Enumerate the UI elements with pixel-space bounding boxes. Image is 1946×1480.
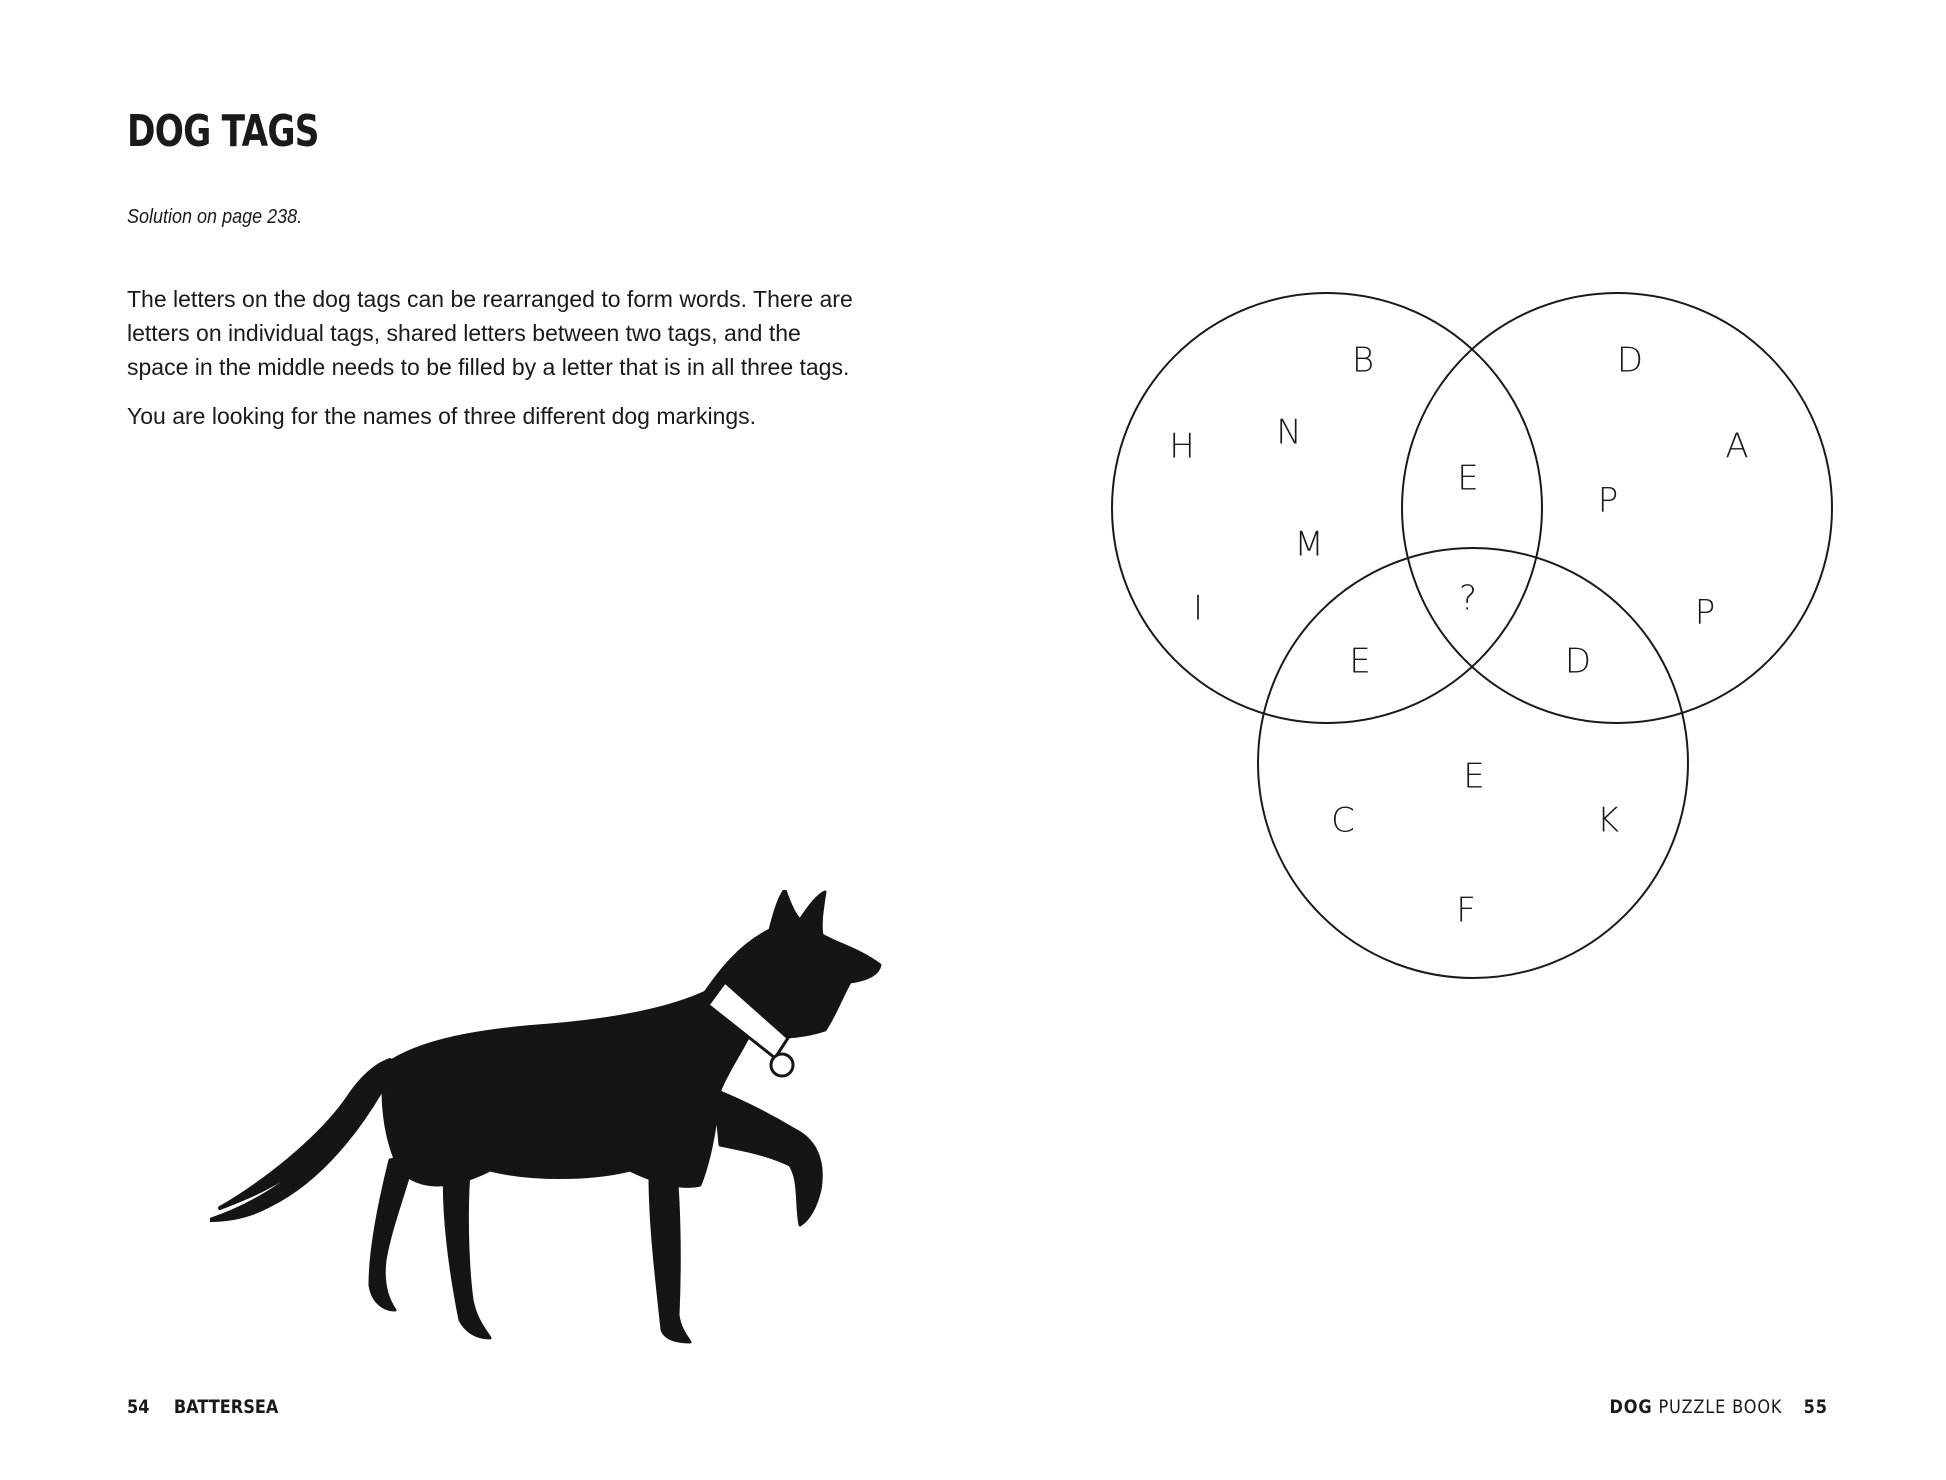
page-number-right: 55 [1803,1396,1828,1418]
instructions-paragraph: You are looking for the names of three different dog markings. [127,403,757,429]
book-title: PUZZLE BOOK [1658,1396,1783,1418]
book-title-bold: DOG [1609,1396,1653,1418]
letter-top-right: P [1694,592,1716,633]
instructions [127,282,867,448]
dog-tag-icon [771,1054,793,1076]
dog-back-leg [370,1155,415,1310]
letter-shared-left: E [1349,641,1371,682]
letter-bottom: K [1596,800,1620,841]
tag-circle-top-left [1112,293,1542,723]
letter-bottom: E [1463,756,1485,797]
dog-front-leg-raised [715,1090,821,1225]
dog-back-leg [444,1160,490,1338]
dog-tail [210,1060,390,1220]
letter-shared-right: D [1564,641,1592,682]
venn-diagram [1090,280,1850,1000]
publisher-name: BATTERSEA [173,1396,279,1418]
letter-top-right: P [1597,480,1619,521]
instructions-paragraph: The letters on the dog tags can be rearranged to form words. There are letters on individual tags, shared letters between two tags, and the space in the middle needs to be filled by a letter that is in all three tags. [127,286,853,380]
letter-shared-top: E [1457,458,1479,499]
letter-bottom: F [1456,890,1476,931]
solution-note: Solution on page 238. [127,206,303,228]
letter-top-right: A [1725,426,1749,467]
dog-body [383,990,755,1186]
footer-left [127,1396,278,1418]
letter-top-left: H [1169,426,1195,467]
page-number-left: 54 [127,1396,150,1418]
page-title: DOG TAGS [127,106,319,157]
footer-right [1610,1396,1828,1418]
letter-bottom: C [1331,800,1355,841]
letter-top-left: N [1276,412,1302,453]
letter-center: ? [1458,578,1478,619]
letter-top-right: D [1616,340,1644,381]
dog-illustration [210,890,910,1360]
letter-top-left: B [1351,340,1375,381]
letter-top-left: M [1294,524,1324,565]
letter-top-left: I [1192,588,1204,629]
